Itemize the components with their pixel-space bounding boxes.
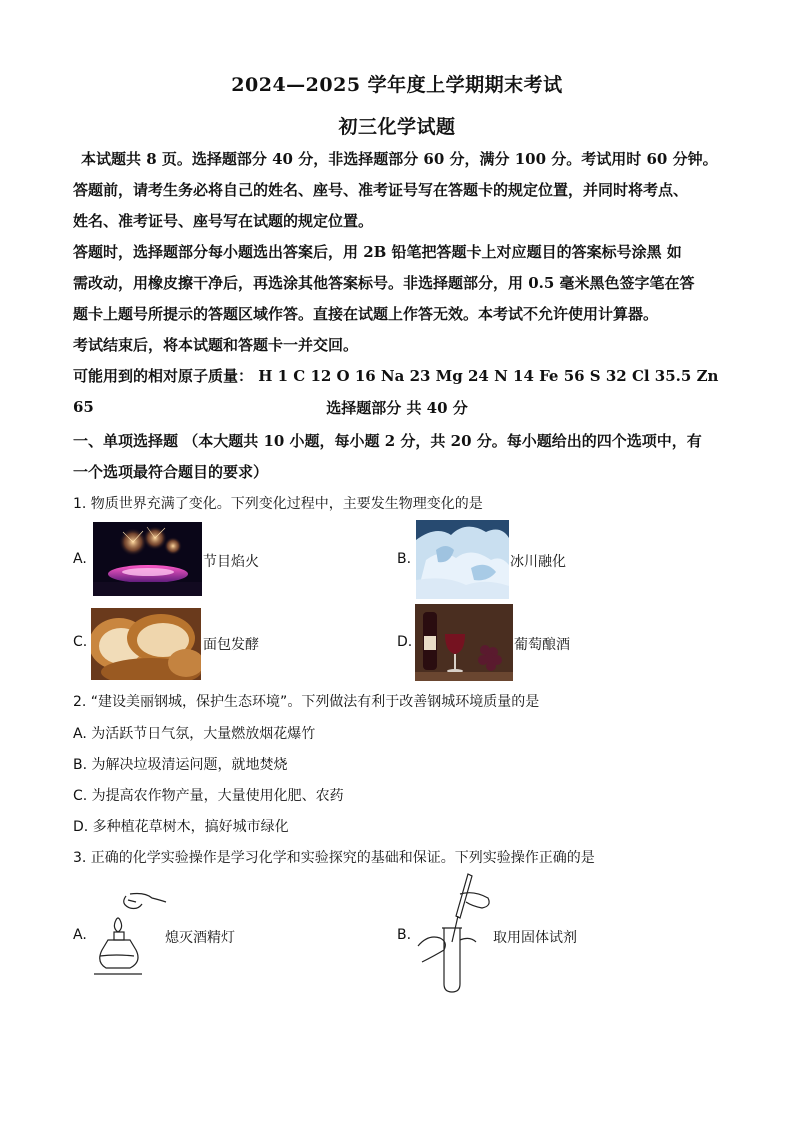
- q3-option-b-letter: B.: [397, 927, 412, 943]
- instruction-line: 考试结束后，将本试题和答题卡一并交回。: [73, 336, 359, 354]
- instruction-line: 需改动，用橡皮擦干净后，再选涂其他答案标号。非选择题部分，用 0.5 毫米黑色签字笔在答: [73, 274, 695, 292]
- exam-title: 2024—2025 学年度上学期期末考试: [231, 74, 563, 96]
- question-2-stem: 2. “建设美丽钢城，保护生态环境”。下列做法有利于改善钢城环境质量的是: [73, 694, 540, 710]
- test-tube-drawing-icon: [414, 872, 496, 996]
- instruction-line: 题卡上题号所提示的答题区域作答。直接在试题上作答无效。本考试不允许使用计算器。: [73, 305, 659, 323]
- instruction-line: 姓名、准考证号、座号写在试题的规定位置。: [73, 212, 374, 230]
- q2-option-c: C. 为提高农作物产量，大量使用化肥、农药: [73, 788, 344, 804]
- q1-option-d-text: 葡萄酿酒: [514, 637, 570, 653]
- wine-photo-icon: [415, 604, 513, 681]
- part-one-heading: [73, 426, 733, 488]
- alcohol-lamp-drawing-icon: [90, 890, 170, 980]
- exam-subtitle: 初三化学试题: [338, 116, 456, 138]
- question-3-stem: 3. 正确的化学实验操作是学习化学和实验探究的基础和保证。下列实验操作正确的是: [73, 850, 595, 866]
- q1-option-d-letter: D.: [397, 634, 413, 650]
- q2-option-a: A. 为活跃节日气氛，大量燃放烟花爆竹: [73, 726, 316, 742]
- q2-option-b: B. 为解决垃圾清运问题，就地焚烧: [73, 757, 288, 773]
- q1-option-c-letter: C.: [73, 634, 88, 650]
- q1-option-b-text: 冰川融化: [510, 554, 566, 570]
- q1-option-b-letter: B.: [397, 551, 412, 567]
- instruction-line: 答题前，请考生务必将自己的姓名、座号、准考证号写在答题卡的规定位置，并同时将考点、: [73, 181, 689, 199]
- part-one-line: 一、单项选择题 （本大题共 10 小题，每小题 2 分，共 20 分。每小题给出的四个选项中，有: [73, 432, 702, 450]
- q1-option-c-text: 面包发酵: [203, 637, 259, 653]
- question-1-stem: 1. 物质世界充满了变化。下列变化过程中，主要发生物理变化的是: [73, 496, 483, 512]
- glacier-photo-icon: [416, 520, 509, 599]
- q2-option-d: D. 多种植花草树木，搞好城市绿化: [73, 819, 289, 835]
- q1-option-a-text: 节目焰火: [203, 554, 259, 570]
- section-title: 选择题部分 共 40 分: [326, 399, 468, 417]
- instruction-line: 本试题共 8 页。选择题部分 40 分，非选择题部分 60 分，满分 100 分。考试用时 60 分钟。: [81, 150, 718, 168]
- bread-photo-icon: [91, 608, 201, 680]
- atomic-mass-line: 可能用到的相对原子质量： H 1 C 12 O 16 Na 23 Mg 24 N 14 Fe 56 S 32 Cl 35.5 Zn 65: [73, 367, 719, 416]
- instructions: [73, 144, 733, 423]
- q3-option-b-text: 取用固体试剂: [493, 930, 577, 946]
- q3-option-a-letter: A.: [73, 927, 87, 943]
- q3-option-a-text: 熄灭酒精灯: [165, 930, 235, 946]
- instruction-line: 答题时，选择题部分每小题选出答案后，用 2B 铅笔把答题卡上对应题目的答案标号涂黑 如: [73, 243, 682, 261]
- q1-option-a-letter: A.: [73, 551, 87, 567]
- fireworks-photo-icon: [93, 522, 202, 596]
- part-one-line: 一个选项最符合题目的要求）: [73, 463, 269, 481]
